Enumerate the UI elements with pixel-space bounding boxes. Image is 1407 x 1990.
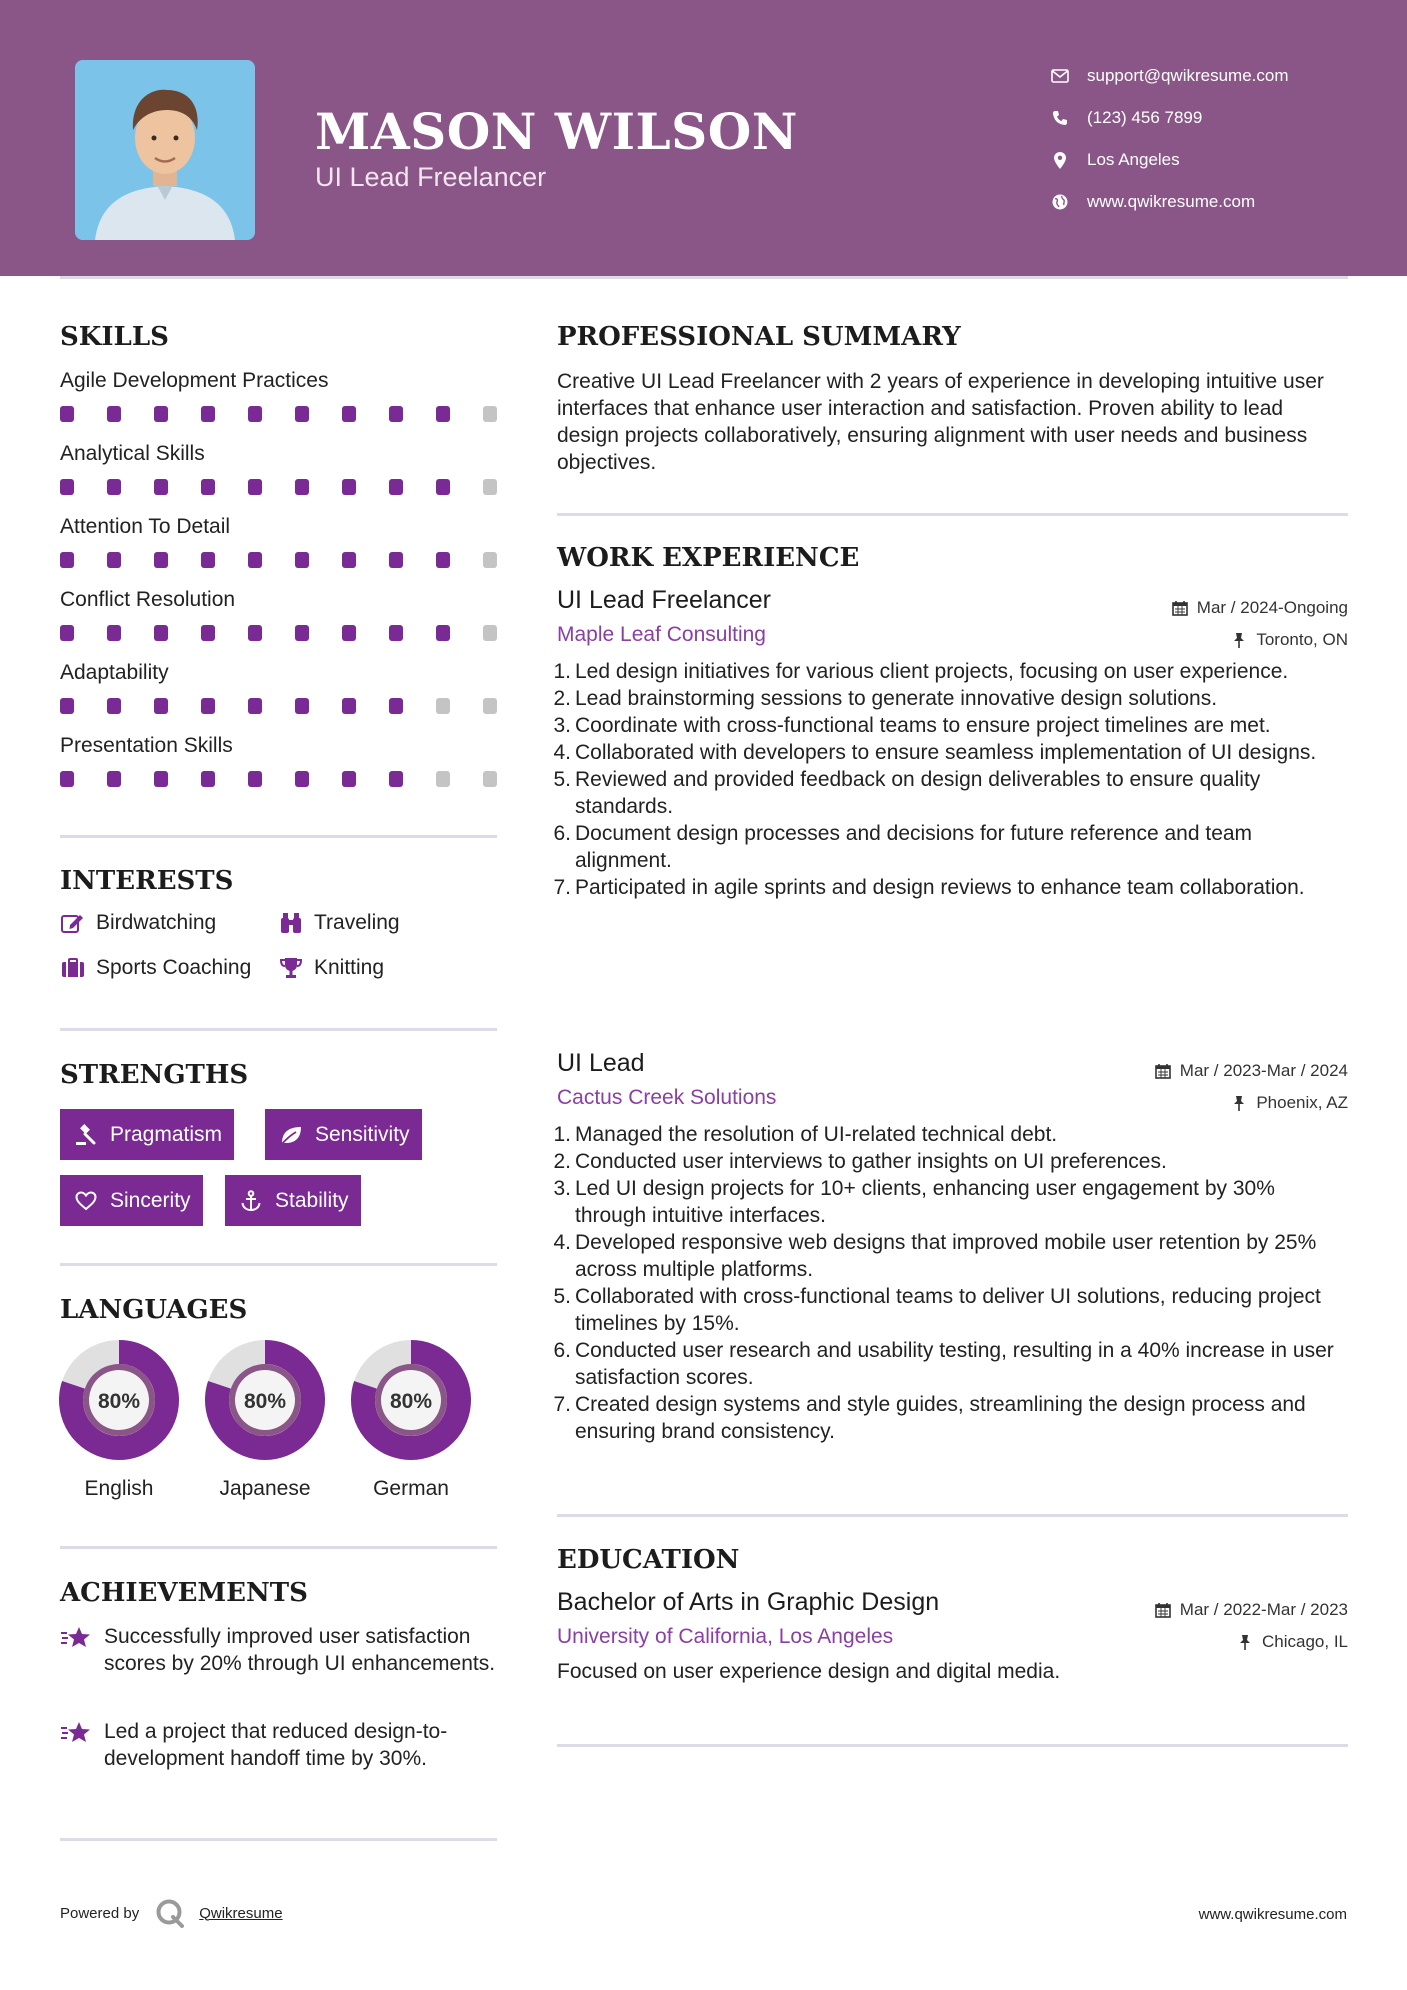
job-location xyxy=(1230,630,1348,650)
interest-label: Knitting xyxy=(314,956,385,979)
language-percent: 80% xyxy=(97,1390,141,1413)
interest-label: Traveling xyxy=(314,911,400,934)
job-dates-text: Mar / 2024-Ongoing xyxy=(1196,598,1348,617)
duty-text: Collaborated with developers to ensure seamless implementation of UI designs. xyxy=(575,741,1317,764)
duty-text: Led UI design projects for 10+ clients, enhancing user engagement by 30% through intuitive interfaces. xyxy=(575,1177,1275,1227)
rating-dot-empty xyxy=(436,771,450,787)
section-divider xyxy=(60,835,497,838)
company-name[interactable]: Maple Leaf Consulting xyxy=(557,623,766,646)
duty-item: 4. Collaborated with developers to ensure seamless implementation of UI designs. xyxy=(553,741,1317,764)
heart-icon xyxy=(74,1189,98,1213)
calendar-icon xyxy=(1154,1062,1172,1080)
rating-dot-filled xyxy=(295,625,309,641)
interest-item xyxy=(278,910,400,936)
language-progress-ring xyxy=(349,1338,473,1462)
rating-dot-filled xyxy=(436,552,450,568)
skill-item xyxy=(60,658,497,728)
rating-dot-filled xyxy=(154,771,168,787)
section-divider xyxy=(60,1028,497,1031)
company-name[interactable]: Cactus Creek Solutions xyxy=(557,1086,777,1109)
skill-rating xyxy=(60,684,497,728)
rating-dot-filled xyxy=(342,625,356,641)
language-percent: 80% xyxy=(389,1390,433,1413)
language-progress-ring xyxy=(57,1338,181,1462)
rating-dot-filled xyxy=(295,479,309,495)
skill-rating xyxy=(60,392,497,436)
strength-label: Sincerity xyxy=(110,1188,191,1212)
duty-item: 1. Managed the resolution of UI-related technical debt. xyxy=(553,1123,1058,1146)
strengths-heading: STRENGTHS xyxy=(60,1060,249,1090)
qwikresume-link[interactable]: Qwikresume xyxy=(199,1904,283,1922)
briefcase-icon xyxy=(60,955,86,981)
duty-item: 5. Collaborated with cross-functional teams to deliver UI solutions, reducing project timelines by 15%. xyxy=(553,1285,1321,1335)
profile-photo xyxy=(75,60,255,240)
rating-dot-filled xyxy=(248,479,262,495)
job-dates xyxy=(1154,1061,1348,1081)
interest-item xyxy=(278,955,384,981)
contact-email-text: support@qwikresume.com xyxy=(1087,66,1289,85)
rating-dot-filled xyxy=(201,406,215,422)
strength-tag xyxy=(225,1175,361,1226)
language-progress-ring xyxy=(203,1338,327,1462)
rating-dot-filled xyxy=(154,406,168,422)
interest-label: Sports Coaching xyxy=(96,956,252,979)
rating-dot-filled xyxy=(107,698,121,714)
education-dates xyxy=(1154,1600,1348,1620)
job-location xyxy=(1230,1093,1348,1113)
education-location-text: Chicago, IL xyxy=(1262,1632,1348,1651)
skills-heading: SKILLS xyxy=(60,322,169,352)
achievement-item xyxy=(60,1718,497,1772)
phone-icon xyxy=(1050,108,1070,128)
duty-item: 6. Conducted user research and usability testing, resulting in a 40% increase in user satisfaction scores. xyxy=(553,1339,1334,1389)
duty-text: Participated in agile sprints and design reviews to enhance team collaboration. xyxy=(575,876,1305,899)
language-label: English xyxy=(84,1477,154,1500)
duty-item: 3. Coordinate with cross-functional teams to ensure project timelines are met. xyxy=(553,714,1271,737)
rating-dot-filled xyxy=(342,698,356,714)
rating-dot-filled xyxy=(60,625,74,641)
candidate-name: MASON WILSON xyxy=(315,102,798,161)
pin-icon xyxy=(1236,1633,1254,1651)
rating-dot-filled xyxy=(201,625,215,641)
rating-dot-filled xyxy=(154,698,168,714)
education-entry xyxy=(557,1588,1348,1698)
rating-dot-filled xyxy=(201,552,215,568)
duty-item: 1. Led design initiatives for various client projects, focusing on user experience. xyxy=(553,660,1289,683)
education-location xyxy=(1236,1632,1348,1652)
section-divider xyxy=(557,1744,1348,1747)
binoculars-icon xyxy=(278,910,304,936)
achievement-text: Successfully improved user satisfaction scores by 20% through UI enhancements. xyxy=(104,1625,496,1675)
job-entry xyxy=(553,586,1348,1016)
skill-name: Conflict Resolution xyxy=(60,588,236,611)
skill-rating xyxy=(60,465,497,509)
duty-item: 7. Created design systems and style guides, streamlining the design process and ensuring brand consistency. xyxy=(553,1393,1306,1443)
rating-dot-filled xyxy=(436,406,450,422)
rating-dot-filled xyxy=(436,479,450,495)
job-location-text: Toronto, ON xyxy=(1256,630,1348,649)
rating-dot-filled xyxy=(342,479,356,495)
anchor-icon xyxy=(239,1189,263,1213)
rating-dot-filled xyxy=(201,698,215,714)
duty-text: Managed the resolution of UI-related technical debt. xyxy=(575,1123,1058,1146)
duty-item: 5. Reviewed and provided feedback on design deliverables to ensure quality standards. xyxy=(553,768,1261,818)
strength-tag xyxy=(265,1109,422,1160)
experience-heading: WORK EXPERIENCE xyxy=(557,543,860,573)
contact-website-text: www.qwikresume.com xyxy=(1087,192,1256,211)
trophy-icon xyxy=(278,955,304,981)
duty-item: 2. Conducted user interviews to gather insights on UI preferences. xyxy=(553,1150,1167,1173)
section-divider xyxy=(557,1514,1348,1517)
rating-dot-filled xyxy=(295,406,309,422)
job-title: UI Lead xyxy=(557,1049,645,1077)
duty-text: Developed responsive web designs that improved mobile user retention by 25% across multiple platforms. xyxy=(575,1231,1317,1281)
skill-name: Adaptability xyxy=(60,661,169,684)
rating-dot-empty xyxy=(483,698,497,714)
rating-dot-filled xyxy=(248,406,262,422)
skill-name: Attention To Detail xyxy=(60,515,231,538)
skill-rating xyxy=(60,538,497,582)
header-divider xyxy=(60,276,1348,279)
interest-item xyxy=(60,910,216,936)
job-title: UI Lead Freelancer xyxy=(557,586,772,614)
footer-url[interactable]: www.qwikresume.com xyxy=(1198,1906,1347,1923)
rating-dot-filled xyxy=(248,625,262,641)
person-portrait-icon xyxy=(75,60,255,240)
language-label: German xyxy=(373,1477,449,1500)
rating-dot-empty xyxy=(483,625,497,641)
rating-dot-filled xyxy=(389,406,403,422)
section-divider xyxy=(60,1263,497,1266)
interest-label: Birdwatching xyxy=(96,911,217,934)
skill-rating xyxy=(60,611,497,655)
job-duties xyxy=(553,1121,1348,1445)
job-location-text: Phoenix, AZ xyxy=(1256,1093,1348,1112)
interest-item xyxy=(60,955,251,981)
gavel-icon xyxy=(74,1123,98,1147)
rating-dot-filled xyxy=(389,771,403,787)
calendar-icon xyxy=(1154,1601,1172,1619)
skill-item xyxy=(60,366,497,436)
duty-text: Document design processes and decisions for future reference and team alignment. xyxy=(575,822,1253,872)
skill-rating xyxy=(60,757,497,801)
language-item xyxy=(57,1338,181,1501)
rating-dot-filled xyxy=(107,552,121,568)
rating-dot-filled xyxy=(389,698,403,714)
job-dates xyxy=(1171,598,1348,618)
strength-tag xyxy=(60,1109,234,1160)
rating-dot-empty xyxy=(483,552,497,568)
duty-text: Created design systems and style guides, streamlining the design process and ensuring brand consistency. xyxy=(575,1393,1306,1443)
strength-tag xyxy=(60,1175,203,1226)
rating-dot-filled xyxy=(295,771,309,787)
education-dates-text: Mar / 2022-Mar / 2023 xyxy=(1179,1600,1348,1619)
envelope-icon xyxy=(1050,66,1070,86)
skill-item xyxy=(60,439,497,509)
rating-dot-filled xyxy=(436,625,450,641)
footer-branding xyxy=(60,1898,283,1928)
rating-dot-filled xyxy=(201,771,215,787)
powered-by-label: Powered by xyxy=(60,1904,140,1922)
rating-dot-filled xyxy=(389,479,403,495)
duty-text: Collaborated with cross-functional teams to deliver UI solutions, reducing project timelines by 15%. xyxy=(575,1285,1321,1335)
duty-text: Lead brainstorming sessions to generate innovative design solutions. xyxy=(575,687,1218,710)
rating-dot-filled xyxy=(248,552,262,568)
degree-title: Bachelor of Arts in Graphic Design xyxy=(557,1588,940,1616)
contact-phone[interactable] xyxy=(1050,97,1289,139)
contact-list xyxy=(1050,55,1289,223)
rating-dot-filled xyxy=(107,406,121,422)
strength-label: Stability xyxy=(275,1188,349,1212)
qwikresume-logo-icon xyxy=(155,1898,185,1928)
contact-website[interactable] xyxy=(1050,181,1289,223)
strength-label: Sensitivity xyxy=(315,1122,410,1146)
duty-item: 7. Participated in agile sprints and design reviews to enhance team collaboration. xyxy=(553,876,1305,899)
interests-heading: INTERESTS xyxy=(60,866,234,896)
language-percent: 80% xyxy=(243,1390,287,1413)
contact-phone-text: (123) 456 7899 xyxy=(1087,108,1203,127)
star-award-icon xyxy=(60,1623,94,1677)
education-description: Focused on user experience design and digital media. xyxy=(557,1660,1061,1683)
map-pin-icon xyxy=(1050,150,1070,170)
rating-dot-filled xyxy=(154,552,168,568)
job-duties xyxy=(553,658,1348,901)
language-label: Japanese xyxy=(219,1477,311,1500)
skill-item xyxy=(60,512,497,582)
rating-dot-filled xyxy=(295,698,309,714)
job-entry xyxy=(553,1049,1348,1469)
rating-dot-filled xyxy=(389,552,403,568)
rating-dot-filled xyxy=(107,771,121,787)
strength-label: Pragmatism xyxy=(110,1122,223,1146)
rating-dot-filled xyxy=(60,406,74,422)
languages-heading: LANGUAGES xyxy=(60,1295,248,1325)
skills-list xyxy=(60,366,497,801)
rating-dot-empty xyxy=(483,406,497,422)
contact-location-text: Los Angeles xyxy=(1087,150,1180,169)
rating-dot-filled xyxy=(154,625,168,641)
candidate-title: UI Lead Freelancer xyxy=(315,162,547,192)
skill-name: Presentation Skills xyxy=(60,734,233,757)
pin-icon xyxy=(1230,631,1248,649)
rating-dot-filled xyxy=(248,698,262,714)
rating-dot-filled xyxy=(342,552,356,568)
rating-dot-filled xyxy=(248,771,262,787)
leaf-icon xyxy=(279,1123,303,1147)
contact-email[interactable] xyxy=(1050,55,1289,97)
rating-dot-filled xyxy=(389,625,403,641)
skill-name: Agile Development Practices xyxy=(60,369,329,392)
rating-dot-filled xyxy=(107,479,121,495)
calendar-icon xyxy=(1171,599,1189,617)
section-divider xyxy=(557,513,1348,516)
rating-dot-filled xyxy=(60,698,74,714)
rating-dot-filled xyxy=(201,479,215,495)
pin-icon xyxy=(1230,1094,1248,1112)
rating-dot-empty xyxy=(483,479,497,495)
rating-dot-filled xyxy=(60,771,74,787)
rating-dot-filled xyxy=(107,625,121,641)
duty-text: Led design initiatives for various client projects, focusing on user experience. xyxy=(575,660,1289,683)
skill-item xyxy=(60,731,497,801)
summary-heading: PROFESSIONAL SUMMARY xyxy=(557,322,961,352)
edit-icon xyxy=(60,910,86,936)
resume-header xyxy=(0,0,1407,276)
globe-icon xyxy=(1050,192,1070,212)
contact-location xyxy=(1050,139,1289,181)
rating-dot-filled xyxy=(295,552,309,568)
rating-dot-filled xyxy=(342,771,356,787)
duty-item: 3. Led UI design projects for 10+ clients, enhancing user engagement by 30% through intuitive interfaces. xyxy=(553,1177,1275,1227)
section-divider xyxy=(60,1546,497,1549)
section-divider xyxy=(60,1838,497,1841)
job-dates-text: Mar / 2023-Mar / 2024 xyxy=(1179,1061,1348,1080)
summary-text: Creative UI Lead Freelancer with 2 years of experience in developing intuitive user interfaces that enhance user interaction and satisfaction. Proven ability to lead design projects collaboratively, ensuring alignment with user needs and business objectives. xyxy=(557,370,1324,474)
duty-item: 4. Developed responsive web designs that improved mobile user retention by 25% across multiple platforms. xyxy=(553,1231,1317,1281)
rating-dot-filled xyxy=(60,552,74,568)
school-name[interactable]: University of California, Los Angeles xyxy=(557,1625,894,1648)
rating-dot-filled xyxy=(154,479,168,495)
rating-dot-filled xyxy=(342,406,356,422)
star-award-icon xyxy=(60,1718,94,1772)
duty-item: 2. Lead brainstorming sessions to generate innovative design solutions. xyxy=(553,687,1218,710)
rating-dot-empty xyxy=(483,771,497,787)
achievement-item xyxy=(60,1623,497,1677)
language-item xyxy=(203,1338,327,1501)
duty-text: Coordinate with cross-functional teams to ensure project timelines are met. xyxy=(575,714,1271,737)
duty-text: Reviewed and provided feedback on design deliverables to ensure quality standards. xyxy=(575,768,1261,818)
language-item xyxy=(349,1338,473,1501)
duty-item: 6. Document design processes and decisions for future reference and team alignment. xyxy=(553,822,1253,872)
rating-dot-filled xyxy=(60,479,74,495)
skill-item xyxy=(60,585,497,655)
rating-dot-empty xyxy=(436,698,450,714)
skill-name: Analytical Skills xyxy=(60,442,205,465)
achievement-text: Led a project that reduced design-to-development handoff time by 30%. xyxy=(104,1720,448,1770)
achievements-heading: ACHIEVEMENTS xyxy=(60,1578,308,1608)
duty-text: Conducted user interviews to gather insights on UI preferences. xyxy=(575,1150,1167,1173)
duty-text: Conducted user research and usability testing, resulting in a 40% increase in user satisfaction scores. xyxy=(575,1339,1334,1389)
education-heading: EDUCATION xyxy=(557,1545,740,1575)
